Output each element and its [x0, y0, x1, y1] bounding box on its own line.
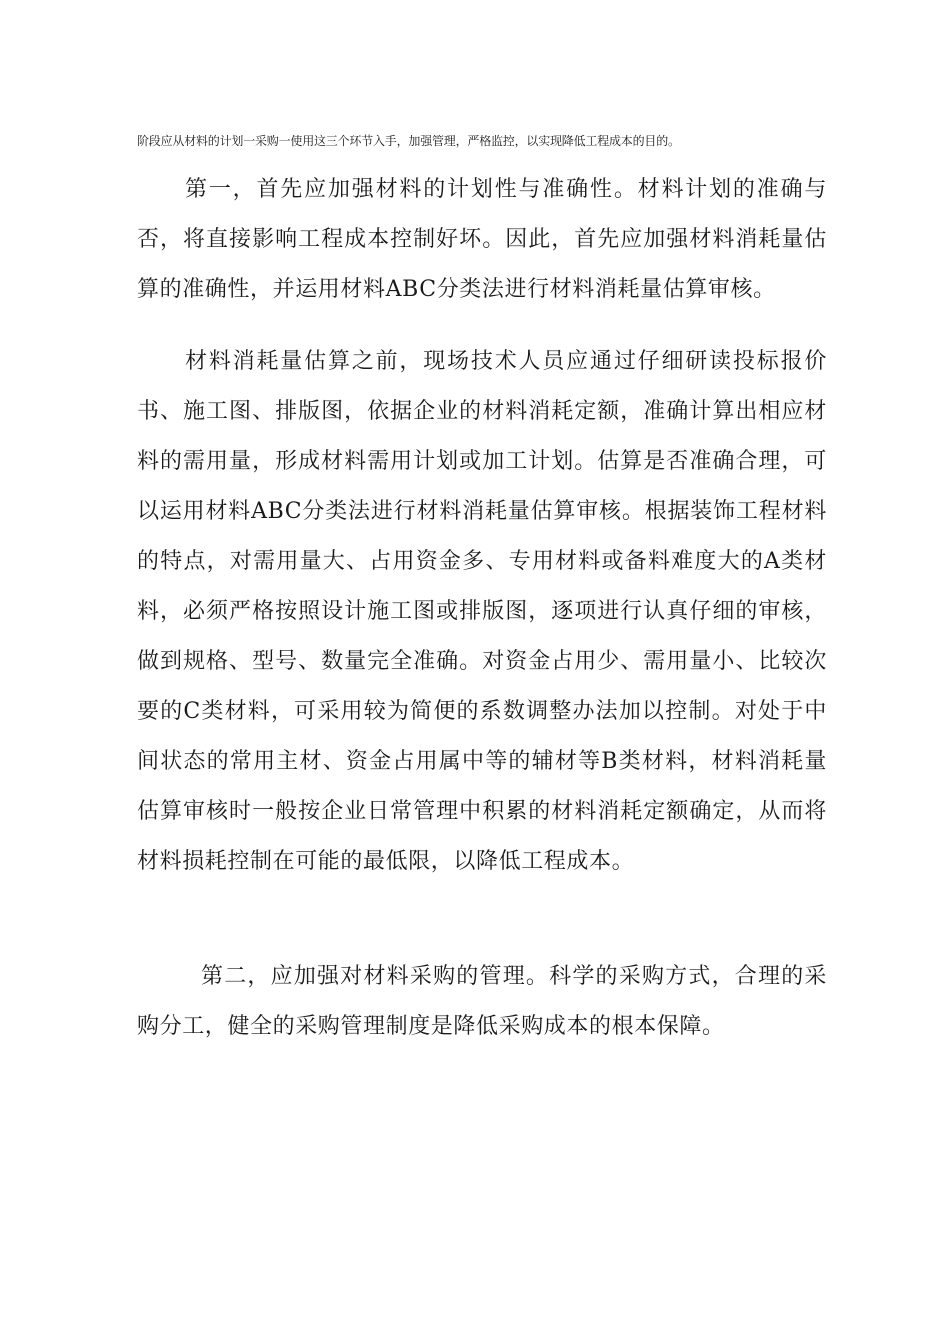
paragraph-first-point: 第一，首先应加强材料的计划性与准确性。材料计划的准确与否，将直接影响工程成本控制好坏。因此，首先应加强材料消耗量估算的准确性，并运用材料ABC分类法进行材料消耗量估算审核。	[137, 177, 827, 302]
intro-line: 阶段应从材料的计划一采购一使用这三个环节入手，加强管理，严格监控，以实现降低工程成本的目的。	[137, 134, 680, 148]
paragraph-estimation-details: 材料消耗量估算之前，现场技术人员应通过仔细研读投标报价书、施工图、排版图，依据企业的材料消耗定额，准确计算出相应材料的需用量，形成材料需用计划或加工计划。估算是否准确合理，可以运用材料ABC分类法进行材料消耗量估算审核。根据装饰工程材料的特点，对需用量大、占用资金多、专用材料或备料难度大的A类材料，必须严格按照设计施工图或排版图，逐项进行认真仔细的审核，做到规格、型号、数量完全准确。对资金占用少、需用量小、比较次要的C类材料，可采用较为简便的系数调整办法加以控制。对处于中间状态的常用主材、资金占用属中等的辅材等B类材料，材料消耗量估算审核时一般按企业日常管理中积累的材料消耗定额确定，从而将材料损耗控制在可能的最低限，以降低工程成本。	[137, 349, 827, 874]
paragraph-second-point: 第二，应加强对材料采购的管理。科学的采购方式，合理的采购分工，健全的采购管理制度是降低采购成本的根本保障。	[137, 964, 827, 1039]
